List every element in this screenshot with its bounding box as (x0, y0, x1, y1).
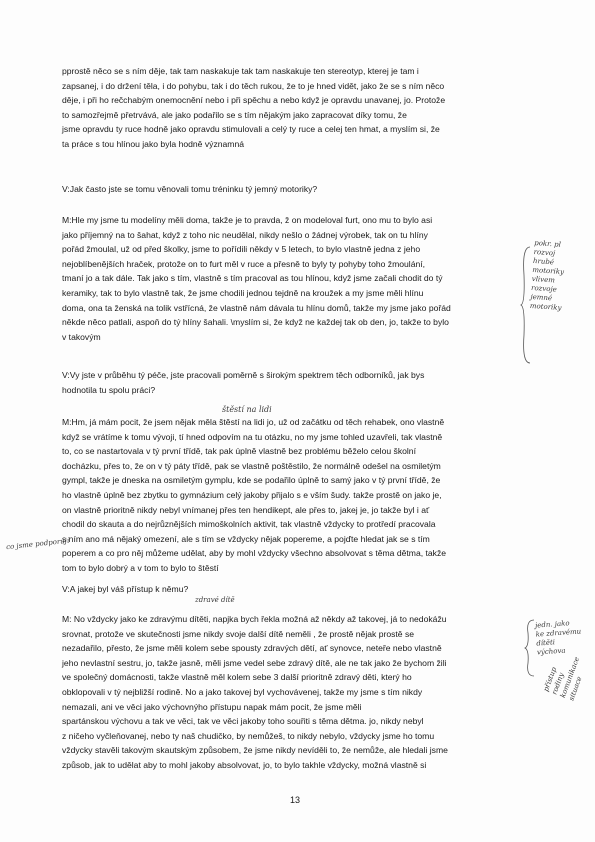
text-line: tom to bylo dobrý a v tom to bylo to štěstí (62, 562, 219, 573)
text-line: spartánskou výchovu a tak ve věci, tak ve věci jakoby toho souřiti s těma dětma. jo, nikdy nebyl (62, 716, 424, 727)
text-line: hodnotila tu spolu práci? (62, 384, 156, 395)
text-line: gympl, takže je dneska na osmiletým gymplu, kde se podařilo úplně to samý jako v tý první třídě, že (62, 475, 441, 486)
text-line: z ničeho vyčleňovanej, nebo ty naš chudičko, by nemůžeš, to nikdy nebylo, vždycky jsme ho tomu (62, 730, 435, 741)
text-line: někde něco patlali, aspoň do tý hlíny šahali. \myslím si, že když ne každej tak ob den, jo, takže to bylo (62, 317, 449, 328)
text-line: to samozřejmě přetrvává, ale jako podařilo se s tím nějakým jako zapracovat díky tomu, že (62, 109, 407, 120)
handwritten-note-left: co jsme podporují (5, 536, 70, 552)
handwritten-note-right-3: přístup rodiny komunikace situace (542, 655, 584, 702)
text-line: zapsanej, i do držení těla, i do pohybu, tak i do těch rukou, že to je hned vidět, jako že se s ním něco (62, 80, 445, 91)
text-line: V:Jak často jste se tomu věnovali tomu tréninku tý jemný motoriky? (62, 184, 318, 194)
handwritten-note-zdravy: zdravé dítě (195, 596, 235, 604)
text-line: ta práce s tou hlínou jako byla hodně významná (62, 138, 245, 149)
text-line: doma, ona ta ženská na tolik vstřícná, že vlastně nám dávala tu hlínu domů, takže my jsme jako pořád (62, 302, 451, 313)
text-line: docházku, přes to, že on v tý páty třídě, pak se vlastně poštěstilo, že normálně odešel na osmiletým (62, 460, 441, 471)
text-line: jeho nevlastní sestru, jo, takže jasně, měli jsme vedel sebe zdravý dítě, ale ne tak jako že bychom žili (62, 657, 447, 668)
bracket-mark (520, 245, 532, 365)
text-line: vždycky stavěli takovým skautským způsobem, že jsme nikdy nevíděli to, že nemůže, ale hledali jsme (62, 745, 448, 756)
text-line: děje, i při ho rečchabým onemocnění nebo i při spěchu a nebo když je opravdu unavanej, jo. Protože (62, 95, 446, 106)
text-line: pořád žmoulal, už od před školky, jsme to pořídili někdy v 5 letech, to bylo vlastně jedna z jeho (62, 244, 421, 255)
text-line: způsob, jak to udělat aby to mohl jakoby absolvovat, jo, to bylo takhle vždycky, možná vlastně si (62, 759, 427, 770)
question-1 (62, 182, 522, 197)
text-line: poperem a co pro něj můžeme udělat, aby by mohl vždycky všechno absolvovat s těma dětma, takže (62, 548, 447, 559)
text-line: jsme opravdu ty ruce hodně jako opravdu stimulovali a celý ty ruce a celej ten hmat, a myslím si, že (62, 124, 440, 135)
text-line: nejoblíbenějších hraček, protože on to furt měl v ruce a přesně to byly ty pohyby toho žmoulání, (62, 258, 426, 269)
question-3 (62, 582, 522, 597)
text-line: nemazali, ani ve věci jako výchovnýho přístupu napak mám pocit, že jsme měli (62, 701, 362, 712)
paragraph-1 (62, 64, 522, 152)
text-line: M:Hm, já mám pocit, že jsem nějak měla štěstí na lidi jo, už od začátku od těch rehabek, ono vlastně (62, 417, 445, 427)
paragraph-4 (62, 612, 522, 773)
paragraph-1-lines (62, 64, 522, 152)
handwritten-note-right-1: pokr. pl rozvoj hrubé motoriky vlivem rozvoje jemné motoriky (529, 238, 565, 313)
text-line: ho vlastně úplně bez zbytku to gymnázium celý jakoby přijalo s e vším šudy. takže prostě on jako je, (62, 489, 442, 500)
paragraph-2 (62, 213, 522, 344)
page-number: 13 (290, 795, 301, 805)
text-line: obklopovali v tý nejbližší rodině. No a jako takovej byl vychovávenej, takže my jsme s tím nikdy (62, 686, 423, 697)
text-line: pprostě něco se s ním děje, tak tam naskakuje tak tam naskakuje ten stereotyp, kterej je tam i (62, 66, 419, 76)
handwritten-note-right-2: jedn. jako ke zdravému dítěti výchova (534, 619, 582, 657)
text-line: V:A jakej byl váš přístup k němu? (62, 584, 189, 594)
paragraph-3 (62, 415, 522, 576)
text-line: chodil do skauta a do nejrůznějších mimoškolních aktivit, tak vlastně vždycky to protředí pracovala (62, 519, 436, 530)
text-line: nezadařilo, přesto, že jsme měli kolem sebe spousty zdravých dětí, ať synovce, neteře nebo vlastně (62, 643, 442, 654)
question-2 (62, 368, 522, 397)
text-line: jako příjemný na to šahat, když z toho nic neudělal, nikdy nešlo o žádnej výrobek, tak on tu hlíny (62, 229, 428, 240)
text-line: ve společný domácnosti, takže vlastně měl kolem sebe 3 další prioritně zdravý děti, který ho (62, 672, 412, 683)
text-line: to, co se nastartovala v tý první třídě, tak pak úplně vlastně bez problému běželo celou školní (62, 446, 416, 457)
text-line: on vlastně prioritně nikdy nebyl vnímanej přes ten hendikept, ale přes to, jakej je, jo takže byl i ať (62, 504, 430, 515)
text-line: M: No vždycky jako ke zdravýmu dítěti, napjka bych řekla možná až někdy až takovej, já to nedokážu (62, 614, 447, 624)
text-line: srovnat, protože ve skutečnosti jsme nikdy svoje další dítě neměli , že prostě nějak prostě se (62, 628, 415, 639)
bracket-mark (524, 618, 536, 678)
text-line: M:Hle my jsme tu modelíny měli doma, takže je to pravda, ž on modeloval furt, ono mu to bylo asi (62, 215, 433, 225)
handwritten-note-stesti: štěstí na lidi (222, 405, 272, 414)
text-line: keramiky, tak to bylo vlastně tak, že jsme chodili jednou tejdně na kroužek a my jsme měli hlínu (62, 287, 424, 298)
text-line: když se vrátíme k tomu vývoji, tí hned odpovím na tu otázku, no my jsme tohled uzavřeli, tak vlastně (62, 431, 443, 442)
text-line: v takovým (62, 331, 101, 342)
text-line: s ním ano má nějaký omezení, ale s tím se vždycky nějak popereme, a pojďte hledat jak se s tím (62, 533, 430, 544)
text-line: tmaní jo a tak dále. Tak jako s tím, vlastně s tím pracoval as tou hlínou, když jsme začali chodit do tý (62, 273, 443, 284)
text-line: V:Vy jste v průběhu tý péče, jste pracovali poměrně s širokým spektrem těch odborníků, jak bys (62, 370, 425, 380)
